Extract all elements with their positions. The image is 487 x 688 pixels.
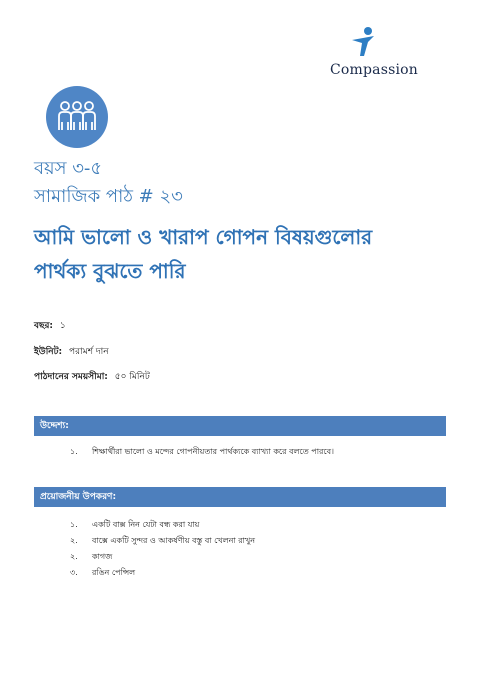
unit-label: ইউনিট: — [34, 347, 63, 357]
lesson-number: সামাজিক পাঠ # ২৩ — [34, 186, 183, 207]
materials-heading: প্রয়োজনীয় উপকরণ: — [34, 487, 446, 507]
list-item: ২. কাগজ — [70, 552, 113, 561]
compassion-figure-icon — [348, 26, 378, 58]
time-label: পাঠদানের সময়সীমা: — [34, 372, 108, 382]
time-row — [34, 369, 150, 384]
unit-row — [34, 344, 109, 359]
list-item: ১. একটি বাক্স নিন যেটা বন্ধ করা যায় — [70, 520, 200, 529]
materials-list — [70, 519, 255, 583]
list-item: ১. শিক্ষার্থীরা ভালো ও মন্দের গোপনীয়তার পার্থক্যকে ব্যাখ্যা করে বলতে পারবে। — [70, 447, 334, 456]
objectives-heading: উদ্দেশ্য: — [34, 416, 446, 436]
time-value: ৫০ মিনিট — [114, 372, 150, 382]
age-range: বয়স ৩-৫ — [34, 158, 103, 179]
children-group-icon — [46, 86, 108, 148]
title-line-1: আমি ভালো ও খারাপ গোপন বিষয়গুলোর — [34, 225, 373, 249]
year-label: বছর: — [34, 321, 54, 331]
compassion-logo — [330, 26, 440, 86]
logo-text: Compassion — [330, 62, 419, 78]
unit-value: পরামর্শ দান — [69, 347, 109, 357]
list-item: ৩. রঙিন পেন্সিল — [70, 568, 136, 577]
year-row — [34, 318, 66, 333]
list-item: ২. বাক্সে একটি সুন্দর ও আকর্ষণীয় বস্তু বা খেলনা রাখুন — [70, 536, 255, 545]
objectives-list — [70, 446, 334, 462]
page-title — [34, 220, 454, 288]
year-value: ১ — [59, 321, 66, 331]
title-line-2: পার্থক্য বুঝতে পারি — [34, 259, 186, 283]
